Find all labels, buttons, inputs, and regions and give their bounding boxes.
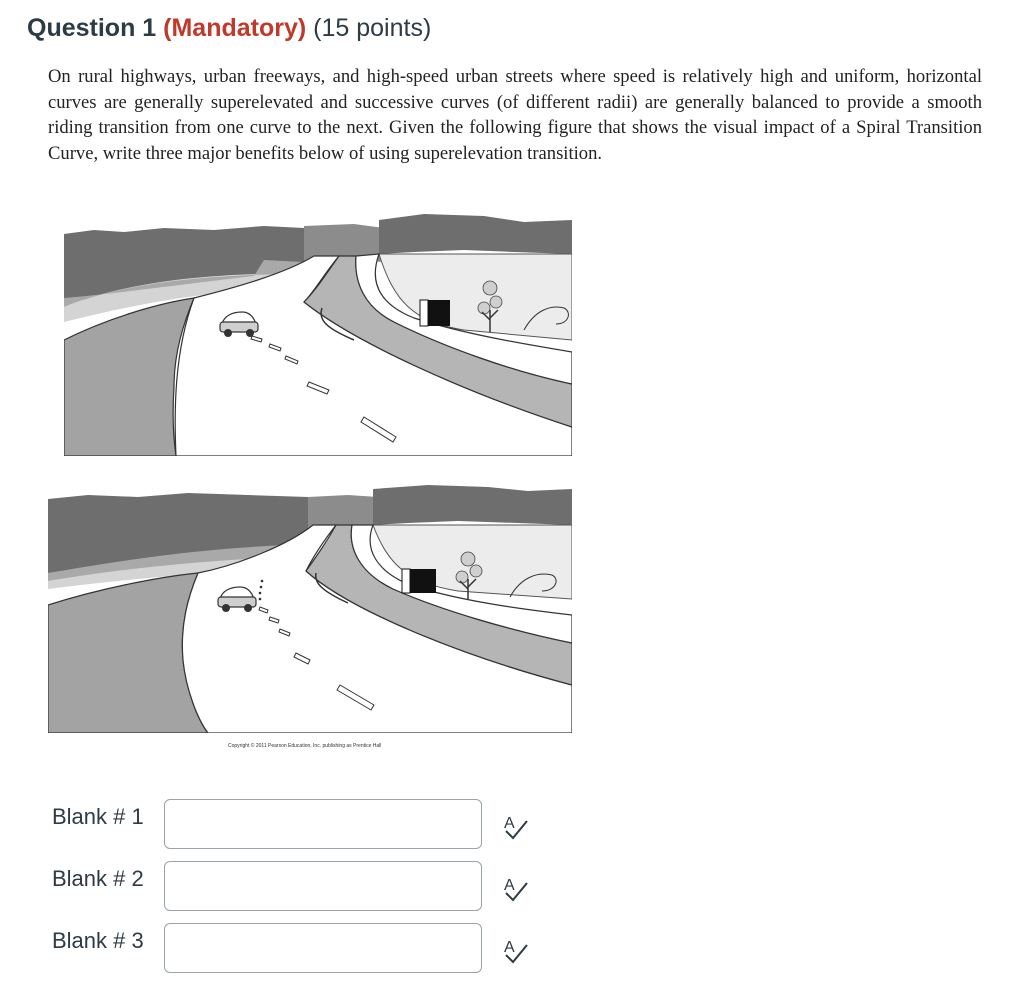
blank-2-input[interactable] xyxy=(164,861,482,911)
svg-text:A: A xyxy=(504,877,515,894)
mandatory-label: (Mandatory) xyxy=(163,14,307,42)
spell-check-icon[interactable] xyxy=(500,873,530,903)
blank-1-input[interactable] xyxy=(164,799,482,849)
question-prompt: On rural highways, urban freeways, and high-speed urban streets where speed is relatively high and uniform, horizontal curves are generally superelevated and successive curves (of different radii) are generally balanced to provide a smooth riding transition from one curve to the next. Given the following figure that shows the visual impact of a Spiral Transition Curve, write three major benefits below of using superelevation transition. xyxy=(48,66,982,164)
blank-3-input[interactable] xyxy=(164,923,482,973)
blank-label: Blank # 1 xyxy=(52,804,144,829)
blank-row xyxy=(52,923,532,975)
spell-check-icon[interactable] xyxy=(500,811,530,841)
svg-text:A: A xyxy=(504,815,515,832)
blank-label: Blank # 2 xyxy=(52,866,144,891)
road-illustration-top xyxy=(64,212,572,456)
road-illustration-bottom xyxy=(48,485,572,733)
blank-row xyxy=(52,861,532,913)
question-title: Question 1 xyxy=(27,14,157,42)
blank-row xyxy=(52,799,532,851)
svg-text:A: A xyxy=(504,939,515,956)
question-header xyxy=(27,14,431,43)
figure-copyright: Copyright © 2011 Pearson Education, Inc. publishing as Prentice Hall xyxy=(228,743,382,749)
blank-label: Blank # 3 xyxy=(52,928,144,953)
spell-check-icon[interactable] xyxy=(500,935,530,965)
points-label: (15 points) xyxy=(313,14,432,42)
